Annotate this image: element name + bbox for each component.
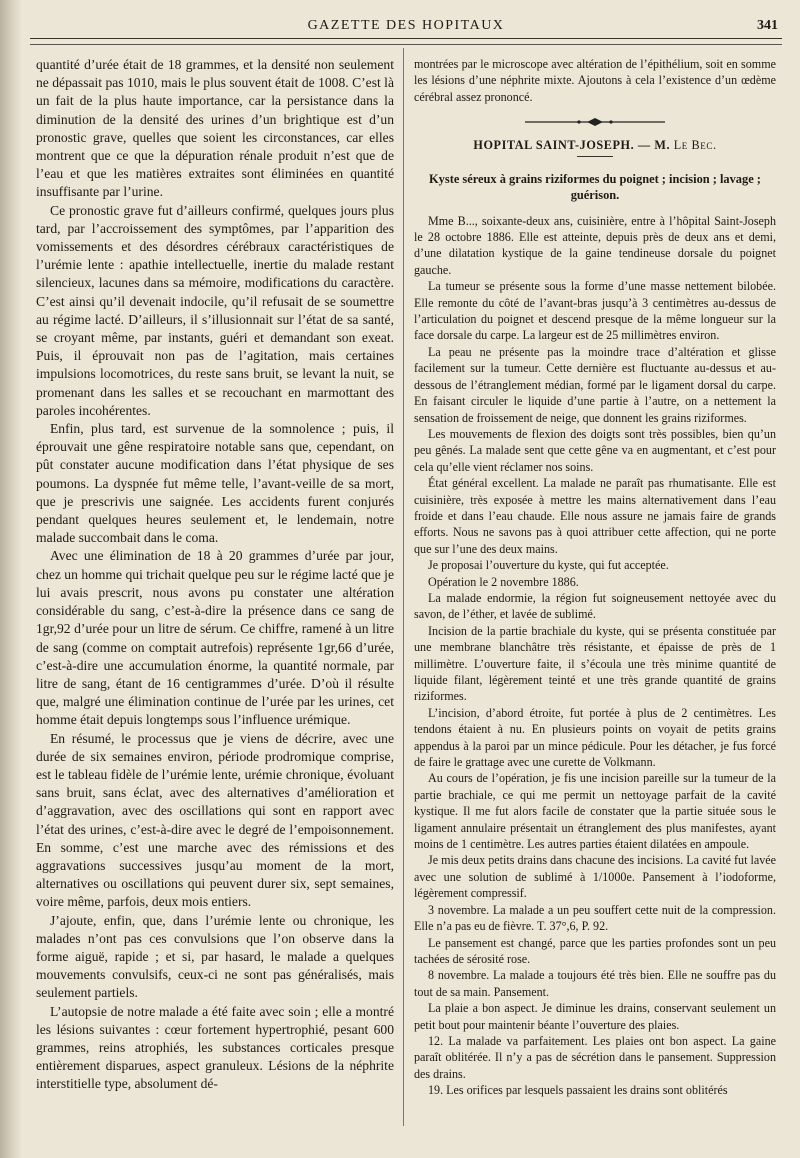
page-number: 341 [757,18,778,33]
paragraph: En résumé, le processus que je viens de décrire, avec une durée de six semaines environ, période prodromique comprise, est le tableau fidèle de l’urémie lente, urémie chronique, évoluant sans bruit, sans éclat, avec des alternatives d’amélioration et d’aggravation, avec des oscillations qui sont en rapport avec l’état des urines, c’est-à-dire avec le degré de l’empoisonnement. En somme, c’est une marche avec des rémissions et des aggravations successives jusqu’au moment de la mort, alternatives ou oscillations qui peuvent durer six, sept semaines, voire même, parfois, deux mois entiers. [36,730,394,910]
paragraph: 3 novembre. La malade a un peu souffert cette nuit de la compression. Elle n’a pas eu de fièvre. T. 37°,6, P. 92. [414,902,776,934]
paragraph: Au cours de l’opération, je fis une incision pareille sur la tumeur de la partie brachiale, ce qui me permit un nettoyage parfait de la cavité kystique. Il me fut alors facile de constater que la partie située sous le ligament annulaire présentait un étranglement des plus manifestes, ayant moins de 1 centimètre. Les autres parties étaient dilatées en ampoule. [414,771,776,852]
paragraph: Les mouvements de flexion des doigts sont très possibles, bien qu’un peu gênés. La malade sent que cette gêne va en augmentant, et c’est pour cela qu’elle vient réclamer nos soins. [414,426,776,474]
paragraph: Enfin, plus tard, est survenue de la somnolence ; puis, il éprouvait une gêne respiratoire notable sans que, cependant, on pût constater aucune modification dans l’état physique de ses poumons. La dyspnée fut même telle, l’avant-veille de sa mort, que je prescrivis une saignée. Les accidents furent conjurés pendant quelques heures seulement et, le lendemain, notre malade succombait dans le coma. [36,421,394,546]
paragraph: 8 novembre. La malade a toujours été très bien. Elle ne souffre pas du tout de sa main. Pansement. [414,968,776,999]
hospital-heading [414,137,776,153]
case-title: Kyste séreux à grains riziformes du poignet ; incision ; lavage ; guérison. [429,171,761,202]
paragraph: L’autopsie de notre malade a été faite avec soin ; elle a montré les lésions suivantes : cœur fortement hypertrophié, pesant 600 grammes, reins atrophiés, les substances corticales presque entièrement disparues, aspect granuleux. Lésions de la néphrite interstitielle type, absolument dé- [36,1003,394,1092]
running-header [30,14,782,39]
paragraph: La malade endormie, la région fut soigneusement nettoyée avec du savon, de l’éther, et lavée de sublimé. [414,590,776,622]
journal-title: GAZETTE DES HOPITAUX [307,18,505,33]
paragraph: Mme B..., soixante-deux ans, cuisinière, entre à l’hôpital Saint-Joseph le 28 octobre 1886. Elle est atteinte, depuis près de deux ans et demi, d’une dilatation kystique de la gaine tendineuse dorsale du poignet gauche. [414,213,776,277]
hospital-name: HOPITAL SAINT-JOSEPH. — M. [473,138,674,153]
column-separator [403,48,404,1126]
left-column [36,56,394,1094]
paragraph: montrées par le microscope avec altération de l’épithélium, soit en somme les lésions d’une néphrite mixte. Ajoutons à cela l’existence d’un œdème cérébral assez prononcé. [414,57,776,104]
paragraph: La tumeur se présente sous la forme d’une masse nettement bilobée. Elle remonte du côté de l’avant-bras jusqu’à 3 centimètres au-dessus de l’articulation du poignet et descend presque de la même longueur sur la face dorsale du carpe. La largeur est de 25 millimètres environ. [414,279,776,343]
paragraph: Le pansement est changé, parce que les parties profondes sont un peu tachées de sérosité rose. [414,935,776,966]
section-divider-ornament [525,117,665,127]
paragraph: quantité d’urée était de 18 grammes, et la densité non seulement ne dépassait pas 1010, mais le plus souvent était de 1008. C’est là un fait de la plus haute importance, car la persistance dans la diminution de la densité des urines d’un brightique est d’un pronostic grave, quelles que soient les circonstances, car elles montrent que ce que la dépuration rénale produit n’est que de l’eau et que les matières extraites sont éliminées en quantité insuffisante par l’urine. [36,57,394,200]
paragraph: J’ajoute, enfin, que, dans l’urémie lente ou chronique, les malades n’ont pas ces convulsions que l’on observe dans la forme aiguë, rapide ; et si, par hasard, le malade a quelques mouvements convulsifs, ceux-ci ne sont pas généralisés, mais seulement partiels. [36,912,394,1001]
paragraph: L’incision, d’abord étroite, fut portée à plus de 2 centimètres. Les tendons étaient à nu. En plusieurs points on voyait de petits grains appendus à la paroi par un mince pédicule. Pour les détacher, je fus forcé de faire le grattage avec une curette de Volkmann. [414,705,776,770]
short-rule [577,156,613,157]
paragraph: État général excellent. La malade ne paraît pas rhumatisante. Elle est cuisinière, très exposée à mettre les mains alternativement dans l’eau froide et dans l’eau chaude. Elle nous assure ne jamais faire de grands efforts. Nous ne savons pas à quoi attribuer cette affection, qui ne porte que sur l’une des deux mains. [414,476,776,556]
right-column [414,56,776,1099]
paragraph: Opération le 2 novembre 1886. [428,574,579,589]
paragraph: Je mis deux petits drains dans chacune des incisions. La cavité fut lavée avec une solution de sublimé à 1/1000e. Pansement à l’iodoforme, légèrement compressif. [414,853,776,901]
paragraph: La peau ne présente pas la moindre trace d’altération et glisse facilement sur la tumeur. Cette dernière est fluctuante au-dessus et au-dessous de l’étranglement médian, formé par le ligament dorsal du carpe. En faisant circuler le liquide d’une partie à l’autre, on a nettement la sensation de froissement de neige, que donnent les grains riziformes. [414,344,776,425]
paragraph: Ce pronostic grave fut d’ailleurs confirmé, quelques jours plus tard, par l’accroissement des symptômes, par l’apparition des vomissements et des désordres cérébraux caractéristiques de l’urémie lente : apathie intellectuelle, inertie du malade restant silencieux, lacunes dans sa mémoire, modifications du caractère. C’est ainsi qu’il devenait indocile, qu’il refusait de se soumettre au régime lacté. D’ailleurs, il s’illusionnait sur l’état de sa santé, se croyant même, par instants, guéri et demandant son exeat. Puis, il éprouvait non pas de l’agitation, mais certaines impulsions locomotrices, du reste sans bruit, se levant la nuit, se promenant dans les salles et se recouchant en marmottant des paroles incohérentes. [36,202,394,418]
paragraph: Je proposai l’ouverture du kyste, qui fut acceptée. [428,558,669,573]
doctor-name: Le Bec. [673,138,717,153]
page-binding-shadow [0,0,22,1158]
paragraph: Avec une élimination de 18 à 20 grammes d’urée par jour, chez un homme qui trichait quelque peu sur le régime lacté que je lui avais prescrit, nous avons pu constater une altération considérable du sang, c’est-à-dire la présence dans ce sang de 1gr,92 d’urée pour un litre de sérum. Ce chiffre, ramené à un litre de sang (comme on comptait autrefois) représente 1gr,66 d’urée, c’est-à-dire une accumulation énorme, la quantité normale, par litre de sang, étant de 16 centigrammes d’urée. D’où il résulte que, malgré une élimination continue de l’urée par les urines, cet homme était depuis longtemps sous l’influence urémique. [36,548,394,728]
paragraph: 19. Les orifices par lesquels passaient les drains sont oblitérés [428,1083,728,1098]
paragraph: La plaie a bon aspect. Je diminue les drains, conservant seulement un petit bout pour maintenir béante l’ouverture des plaies. [414,1001,776,1032]
header-rule [30,44,782,45]
paragraph: Incision de la partie brachiale du kyste, qui se présenta constituée par une membrane blanchâtre très résistante, et épaisse de près de 1 millimètre. L’ouverture faite, il s’écoula une très minime quantité de liquide filant, légèrement teinté et une très grande quantité de grains riziformes. [414,623,776,704]
paragraph: 12. La malade va parfaitement. Les plaies ont bon aspect. La gaine paraît oblitérée. Il n’y a pas de sécrétion dans le pansement. Suppression des drains. [414,1033,776,1081]
